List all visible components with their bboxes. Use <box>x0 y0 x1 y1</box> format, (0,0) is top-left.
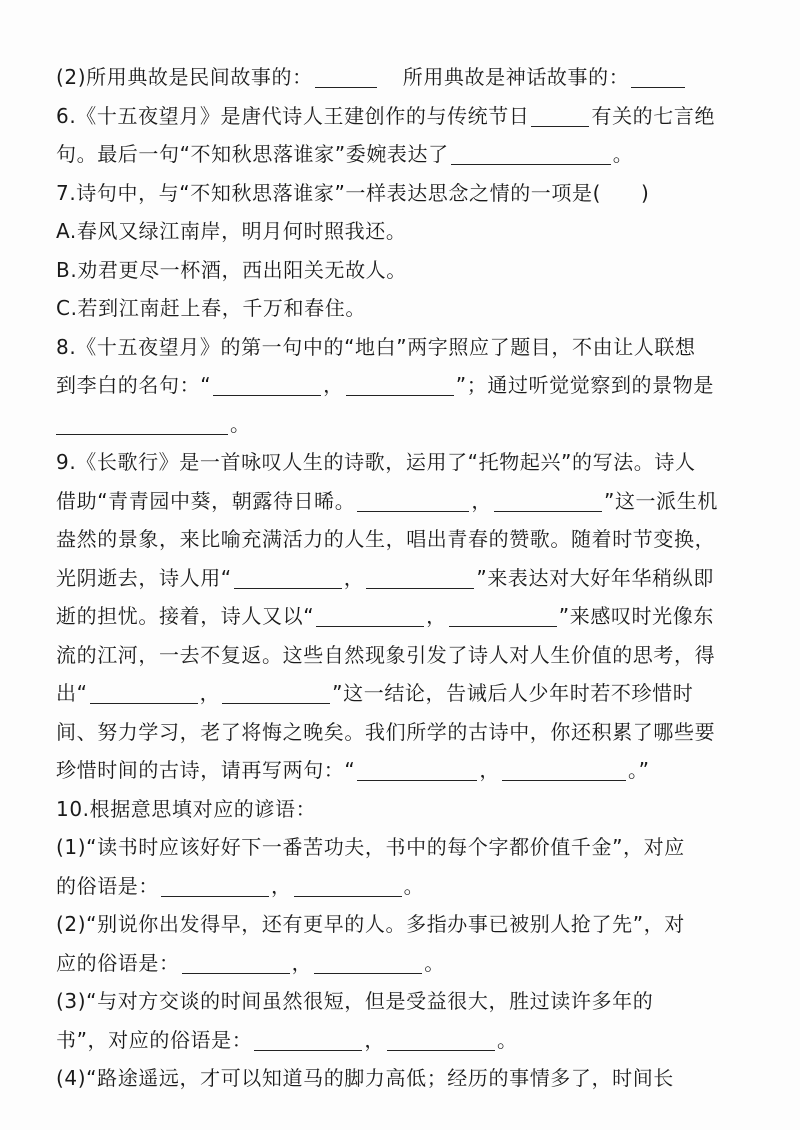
answer-blank[interactable] <box>449 604 557 627</box>
answer-blank[interactable] <box>254 1028 362 1051</box>
answer-blank[interactable] <box>56 412 228 435</box>
q9-line-3: 盎然的景象，来比喻充满活力的人生，唱出青春的赞歌。随着时节变换， <box>56 527 716 551</box>
answer-blank[interactable] <box>387 1028 495 1051</box>
answer-blank[interactable] <box>357 489 469 512</box>
answer-blank[interactable] <box>357 758 477 781</box>
q9-line-9: 珍惜时间的古诗，请再写两句：“ ， 。” <box>56 758 650 782</box>
q7-option-b: B.劝君更尽一杯酒，西出阳关无故人。 <box>56 257 407 282</box>
answer-blank[interactable] <box>234 566 342 589</box>
answer-blank[interactable] <box>90 681 198 704</box>
q9-line-2: 借助“青青园中葵，朝露待日晞。 ， ”这一派生机 <box>56 488 718 513</box>
answer-blank[interactable] <box>346 373 454 396</box>
answer-blank[interactable] <box>222 681 330 704</box>
q6-line-1: 6.《十五夜望月》是唐代诗人王建创作的与传统节日 有关的七言绝 <box>56 103 716 128</box>
answer-blank[interactable] <box>451 142 611 165</box>
answer-blank[interactable] <box>213 373 321 396</box>
q9-line-7: 出“ ， ”这一结论，告诫后人少年时若不珍惜时 <box>56 681 694 705</box>
answer-blank[interactable] <box>502 758 626 781</box>
answer-blank[interactable] <box>315 65 377 88</box>
q7-option-a: A.春风又绿江南岸，明月何时照我还。 <box>56 219 407 243</box>
q10-heading: 10.根据意思填对应的谚语： <box>56 796 317 821</box>
q7-stem: 7.诗句中，与“不知秋思落谁家”一样表达思念之情的一项是( ) <box>56 180 650 205</box>
q6-line-2: 句。最后一句“不知秋思落谁家”委婉表达了 。 <box>56 142 634 166</box>
q10-part3-line-2: 书”，对应的俗语是： ， 。 <box>56 1027 518 1052</box>
q10-part1-line-2: 的俗语是： ， 。 <box>56 873 425 898</box>
answer-blank[interactable] <box>494 489 602 512</box>
answer-blank[interactable] <box>631 65 685 88</box>
answer-blank[interactable] <box>316 604 424 627</box>
q9-line-1: 9.《长歌行》是一首咏叹人生的诗歌，运用了“托物起兴”的写法。诗人 <box>56 450 696 474</box>
answer-blank[interactable] <box>366 566 474 589</box>
q9-line-8: 间、努力学习，老了将悔之晚矣。我们所学的古诗中，你还积累了哪些要 <box>56 719 716 744</box>
answer-blank[interactable] <box>161 874 269 897</box>
answer-blank[interactable] <box>294 874 402 897</box>
q9-line-4: 光阴逝去，诗人用“ ， ”来表达对大好年华稍纵即 <box>56 565 714 590</box>
answer-blank[interactable] <box>531 104 589 127</box>
q9-line-6: 流的江河，一去不复返。这些自然现象引发了诗人对人生价值的思考，得 <box>56 642 716 667</box>
q5-part2-line: (2)所用典故是民间故事的： 所用典故是神话故事的： <box>56 58 760 97</box>
q9-line-5: 逝的担忧。接着，诗人又以“ ， ”来感叹时光像东 <box>56 604 714 628</box>
q8-line-1: 8.《十五夜望月》的第一句中的“地白”两字照应了题目，不由让人联想 <box>56 334 696 359</box>
q8-line-2: 到李白的名句：“ ， ”；通过听觉觉察到的景物是 <box>56 373 714 397</box>
q10-part2-line-1: (2)“别说你出发得早，还有更早的人。多指办事已被别人抢了先”，对 <box>56 912 685 936</box>
q10-part4-line-1: (4)“路途遥远，才可以知道马的脚力高低；经历的事情多了，时间长 <box>56 1066 674 1090</box>
q8-line-3: 。 <box>56 405 760 444</box>
q10-part3-line-1: (3)“与对方交谈的时间虽然很短，但是受益很大，胜过读许多年的 <box>56 989 654 1013</box>
answer-blank[interactable] <box>314 951 422 974</box>
q10-part2-line-2: 应的俗语是： ， 。 <box>56 950 445 975</box>
q10-part1-line-1: (1)“读书时应该好好下一番苦功夫，书中的每个字都价值千金”，对应 <box>56 835 685 859</box>
answer-blank[interactable] <box>182 951 290 974</box>
q7-option-c: C.若到江南赶上春，千万和春住。 <box>56 296 366 320</box>
